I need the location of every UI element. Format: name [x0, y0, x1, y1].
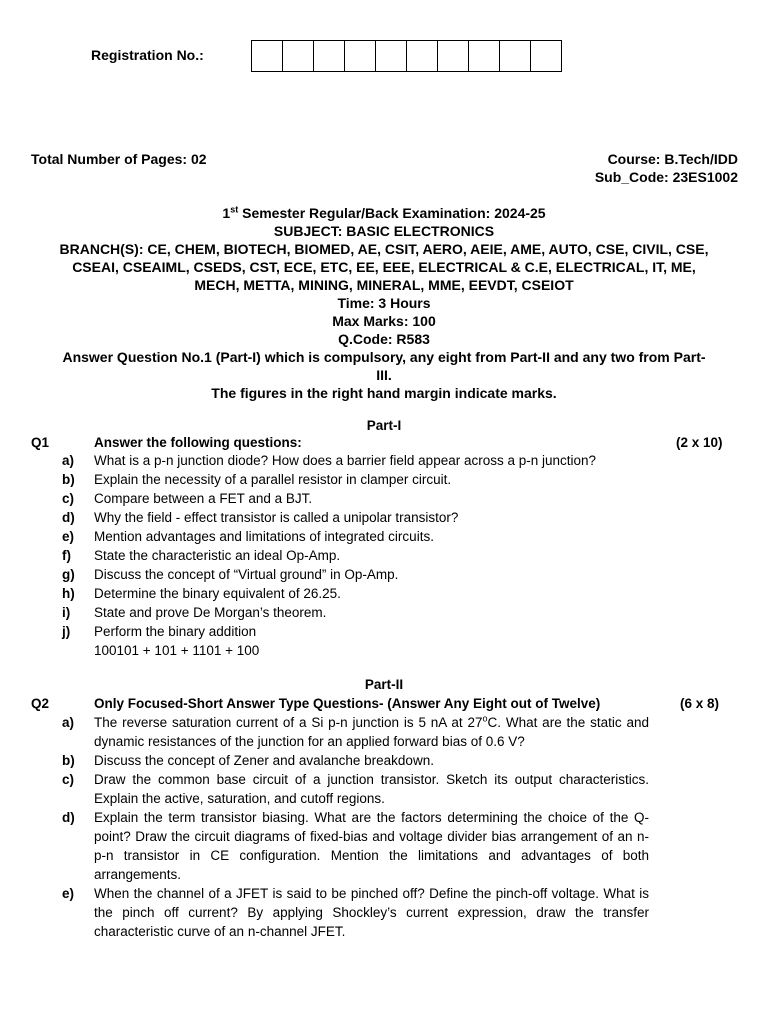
item-text: Discuss the concept of Zener and avalanche breakdown.	[94, 753, 434, 768]
degree-superscript: o	[482, 713, 488, 724]
exam-header	[30, 204, 738, 402]
question-marks: (2 x 10)	[676, 435, 723, 450]
item-label: i)	[62, 605, 71, 620]
subject: SUBJECT: BASIC ELECTRONICS	[273, 223, 495, 239]
item-text: Perform the binary addition	[94, 624, 257, 639]
item-label: e)	[62, 529, 75, 544]
item-text-part: The reverse saturation current of a Si p-n junction is 5 nA at 27	[94, 715, 483, 730]
part-1-title: Part-I	[366, 418, 402, 433]
registration-box[interactable]	[282, 40, 314, 72]
question-marks: (6 x 8)	[680, 696, 720, 711]
registration-label: Registration No.:	[91, 47, 204, 63]
item-text: When the channel of a JFET is said to be pinched off? Define the pinch-off voltage. What is the pinch off current? By applying Shockley’s current expression, draw the transfer characteristic curve of an n-channel JFET.	[94, 886, 649, 939]
item-label: j)	[62, 624, 71, 639]
item-label: d)	[62, 810, 75, 825]
item-label: c)	[62, 772, 75, 787]
item-text: Mention advantages and limitations of integrated circuits.	[94, 529, 434, 544]
registration-box[interactable]	[313, 40, 345, 72]
item-label: f)	[62, 548, 71, 563]
item-text: State and prove De Morgan’s theorem.	[94, 605, 327, 620]
registration-box[interactable]	[468, 40, 500, 72]
total-pages: Total Number of Pages: 02	[31, 151, 207, 167]
item-text	[94, 713, 649, 751]
item-label: c)	[62, 491, 75, 506]
semester-suffix: st	[230, 204, 239, 215]
part-2-title: Part-II	[364, 677, 404, 692]
item-text: What is a p-n junction diode? How does a barrier field appear across a p-n junction?	[94, 453, 597, 468]
item-text: Discuss the concept of “Virtual ground” in Op-Amp.	[94, 567, 399, 582]
item-text: Draw the common base circuit of a junction transistor. Sketch its output characteristics. Explain the active, saturation, and cutoff regions.	[94, 772, 649, 806]
question-number: Q2	[31, 696, 50, 711]
registration-box[interactable]	[499, 40, 531, 72]
item-label: b)	[62, 472, 75, 487]
max-marks: Max Marks: 100	[332, 313, 436, 329]
margin-note: The figures in the right hand margin indicate marks.	[211, 385, 557, 401]
semester-number: 1	[222, 205, 231, 221]
item-label: a)	[62, 453, 75, 468]
item-label: a)	[62, 715, 75, 730]
sub-code: Sub_Code: 23ES1002	[594, 169, 738, 185]
branch-line-1: BRANCH(S): CE, CHEM, BIOTECH, BIOMED, AE, CSIT, AERO, AEIE, AME, AUTO, CSE, CIVIL, CSE,	[59, 241, 709, 257]
item-text: State the characteristic an ideal Op-Amp.	[94, 548, 341, 563]
binary-expression-text: 100101 + 101 + 1101 + 100	[94, 643, 260, 658]
item-text: Determine the binary equivalent of 26.25.	[94, 586, 341, 601]
item-label: d)	[62, 510, 75, 525]
semester-line	[30, 204, 738, 222]
registration-box[interactable]	[251, 40, 283, 72]
registration-box[interactable]	[437, 40, 469, 72]
question-heading: Only Focused-Short Answer Type Questions- (Answer Any Eight out of Twelve)	[94, 696, 601, 711]
branch-line-3: MECH, METTA, MINING, MINERAL, MME, EEVDT, CSEIOT	[194, 277, 574, 293]
semester-text: Semester Regular/Back Examination: 2024-25	[238, 205, 546, 221]
registration-box[interactable]	[344, 40, 376, 72]
item-text-part: C. What are the static and dynamic resistances of the junction for an applied forward bias of 0.6 V?	[94, 715, 649, 749]
item-text: Why the field - effect transistor is called a unipolar transistor?	[94, 510, 459, 525]
question-heading: Answer the following questions:	[94, 435, 302, 450]
item-label: b)	[62, 753, 75, 768]
registration-boxes	[251, 40, 562, 72]
question-code: Q.Code: R583	[338, 331, 430, 347]
course: Course: B.Tech/IDD	[607, 151, 738, 167]
registration-box[interactable]	[375, 40, 407, 72]
instruction-line-2: III.	[376, 367, 392, 383]
item-text: Explain the term transistor biasing. What are the factors determining the choice of the Q-point? Draw the circuit diagrams of fixed-bias and voltage divider bias arrangement of an n-p-n transistor in CE configuration. Mention the limitations and advantages of both arrangements.	[94, 810, 649, 882]
item-label: e)	[62, 886, 75, 901]
item-text: Compare between a FET and a BJT.	[94, 491, 313, 506]
item-label: g)	[62, 567, 75, 582]
branch-line-2: CSEAI, CSEAIML, CSEDS, CST, ECE, ETC, EE, EEE, ELECTRICAL & C.E, ELECTRICAL, IT, ME,	[72, 259, 696, 275]
registration-box[interactable]	[530, 40, 562, 72]
question-number: Q1	[31, 435, 50, 450]
item-text: Explain the necessity of a parallel resistor in clamper circuit.	[94, 472, 452, 487]
item-label: h)	[62, 586, 75, 601]
exam-time: Time: 3 Hours	[337, 295, 431, 311]
instruction-line-1: Answer Question No.1 (Part-I) which is compulsory, any eight from Part-II and any two from Part-	[62, 349, 706, 365]
registration-box[interactable]	[406, 40, 438, 72]
